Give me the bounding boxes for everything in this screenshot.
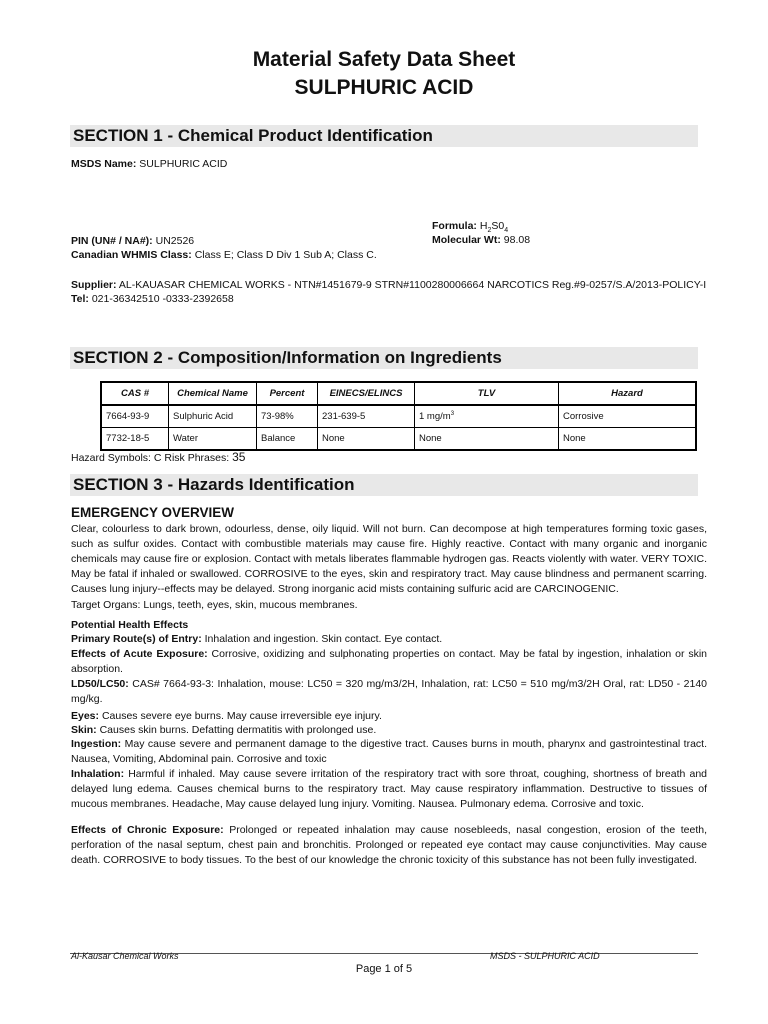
skin-effects (71, 723, 376, 737)
inhalation-label: Inhalation: (71, 768, 125, 780)
pin-label: PIN (UN# / NA#): (71, 235, 153, 247)
msds-name (71, 157, 227, 171)
hazard-symbols-text: Hazard Symbols: C Risk Phrases: (71, 452, 230, 464)
cell-name: Water (169, 428, 257, 451)
chronic-exposure (71, 823, 707, 868)
routes-value: Inhalation and ingestion. Skin contact. Eye contact. (204, 633, 443, 645)
supplier-value: AL-KAUASAR CHEMICAL WORKS - NTN#1451679-9 STRN#1100280006664 NARCOTICS Reg.#9-0257/S.A/2013-POLICY-I (118, 279, 707, 291)
msds-name-label: MSDS Name: (71, 158, 137, 170)
cell-einecs: 231-639-5 (318, 405, 415, 428)
cell-cas: 7664-93-9 (101, 405, 169, 428)
section-2-heading: SECTION 2 - Composition/Information on Ingredients (70, 347, 698, 369)
tel-label: Tel: (71, 293, 89, 305)
emergency-overview-heading: EMERGENCY OVERVIEW (71, 505, 235, 520)
chronic-label: Effects of Chronic Exposure: (71, 824, 224, 836)
eyes-label: Eyes: (71, 710, 100, 722)
pin-value: UN2526 (155, 235, 195, 247)
ingredients-table (100, 381, 697, 451)
cell-percent: Balance (257, 428, 318, 451)
whmis-value: Class E; Class D Div 1 Sub A; Class C. (194, 249, 377, 261)
acute-label: Effects of Acute Exposure: (71, 648, 208, 660)
chronic-value: Prolonged or repeated inhalation may cause nosebleeds, nasal congestion, erosion of the teeth, perforation of the nasal septum, chest pain and bronchitis. Prolonged or repeated eye contact may cause conjunctivities. May cause death. CORROSIVE to body tissues. To the best of our knowledge the chronic toxicity of this substance has not been fully investigated. (71, 824, 707, 866)
col-einecs: EINECS/ELINCS (318, 382, 415, 405)
cell-percent: 73-98% (257, 405, 318, 428)
col-hazard: Hazard (559, 382, 697, 405)
col-tlv: TLV (415, 382, 559, 405)
risk-phrase-number: 35 (232, 450, 246, 464)
acute-value: Corrosive, oxidizing and sulphonating properties on contact. May be fatal by ingestion, inhalation or skin absorption. (71, 648, 707, 675)
inhalation-effects (71, 767, 707, 812)
supplier (71, 278, 706, 292)
skin-value: Causes skin burns. Defatting dermatitis with prolonged use. (99, 724, 377, 736)
emergency-overview-text: Clear, colourless to dark brown, odourless, dense, oily liquid. Will not burn. Can decompose at high temperatures forming toxic gases, such as sulfur oxides. Contact with combustible materials may cause fire. Highly reactive. Contact with many organic and inorganic chemicals may cause fire or explosion. Contact with metals liberates flammable hydrogen gas. Reacts violently with water. VERY TOXIC. May be fatal if inhaled or swallowed. CORROSIVE to the eyes, skin and respiratory tract. May cause blindness and permanent scarring. Causes lung injury--effects may be delayed. Strong inorganic acid mists containing sulfuric acid are CARCINOGENIC. (71, 523, 707, 595)
hazard-symbols (71, 450, 245, 465)
formula-value: $H_2S0_4$ (479, 220, 509, 235)
document-subtitle: SULPHURIC ACID (294, 76, 474, 99)
ld50-label: LD50/LC50: (71, 678, 129, 690)
page-number: Page 1 of 5 (355, 963, 413, 975)
col-cas: CAS # (101, 382, 169, 405)
section-1-heading: SECTION 1 - Chemical Product Identification (70, 125, 698, 147)
table-header-row (101, 382, 696, 405)
col-percent: Percent (257, 382, 318, 405)
document-title: Material Safety Data Sheet (252, 48, 516, 71)
cell-einecs: None (318, 428, 415, 451)
cell-tlv: None (415, 428, 559, 451)
ingestion-value: May cause severe and permanent damage to the digestive tract. Causes burns in mouth, pharynx and gastrointestinal tract. Nausea, Vomiting, Abdominal pain. Corrosive and toxic (71, 738, 708, 765)
telephone (71, 292, 234, 306)
tel-value: 021-36342510 -0333-2392658 (91, 293, 234, 305)
whmis-class (71, 248, 377, 262)
cell-name: Sulphuric Acid (169, 405, 257, 428)
cell-cas: 7732-18-5 (101, 428, 169, 451)
eyes-effects (71, 709, 382, 723)
msds-name-value: SULPHURIC ACID (139, 158, 228, 170)
ld50-lc50 (71, 677, 707, 707)
primary-routes (71, 632, 442, 646)
eyes-value: Causes severe eye burns. May cause irreversible eye injury. (101, 710, 382, 722)
formula-label: Formula: (432, 220, 477, 232)
pin (71, 234, 194, 248)
target-organs: Target Organs: Lungs, teeth, eyes, skin, mucous membranes. (71, 599, 358, 611)
footer-document-name: MSDS - SULPHURIC ACID (490, 951, 600, 961)
ingestion-effects (71, 737, 707, 767)
table-row (101, 428, 696, 451)
whmis-label: Canadian WHMIS Class: (71, 249, 192, 261)
molecular-weight (432, 233, 530, 247)
molwt-label: Molecular Wt: (432, 234, 501, 246)
molwt-value: 98.08 (503, 234, 531, 246)
supplier-label: Supplier: (71, 279, 117, 291)
cell-hazard: None (559, 428, 697, 451)
cell-tlv: 1 $mg/m^3$ (415, 405, 559, 428)
potential-health-effects-heading: Potential Health Effects (71, 619, 189, 631)
inhalation-value: Harmful if inhaled. May cause severe irritation of the respiratory tract with sore throat, coughing, shortness of breath and delayed lung edema. Causes chemical burns to the respiratory tract. May cause respiratory inflammation. Destructive to tissues of mucous membranes. Headache, May cause delayed lung injury. Vomiting. Nausea. Pulmonary edema. Corrosive and toxic. (71, 768, 707, 810)
skin-label: Skin: (71, 724, 97, 736)
acute-exposure (71, 647, 707, 677)
table-row (101, 405, 696, 428)
ingestion-label: Ingestion: (71, 738, 122, 750)
col-chemical-name: Chemical Name (169, 382, 257, 405)
ld50-value: CAS# 7664-93-3: Inhalation, mouse: LC50 = 320 mg/m3/2H, Inhalation, rat: LC50 = 510 mg/m3/2H Oral, rat: LD50 - 2140 mg/kg. (71, 678, 707, 705)
cell-hazard: Corrosive (559, 405, 697, 428)
footer-company: Al-Kausar Chemical Works (71, 951, 179, 961)
section-3-heading: SECTION 3 - Hazards Identification (70, 474, 698, 496)
routes-label: Primary Route(s) of Entry: (71, 633, 202, 645)
